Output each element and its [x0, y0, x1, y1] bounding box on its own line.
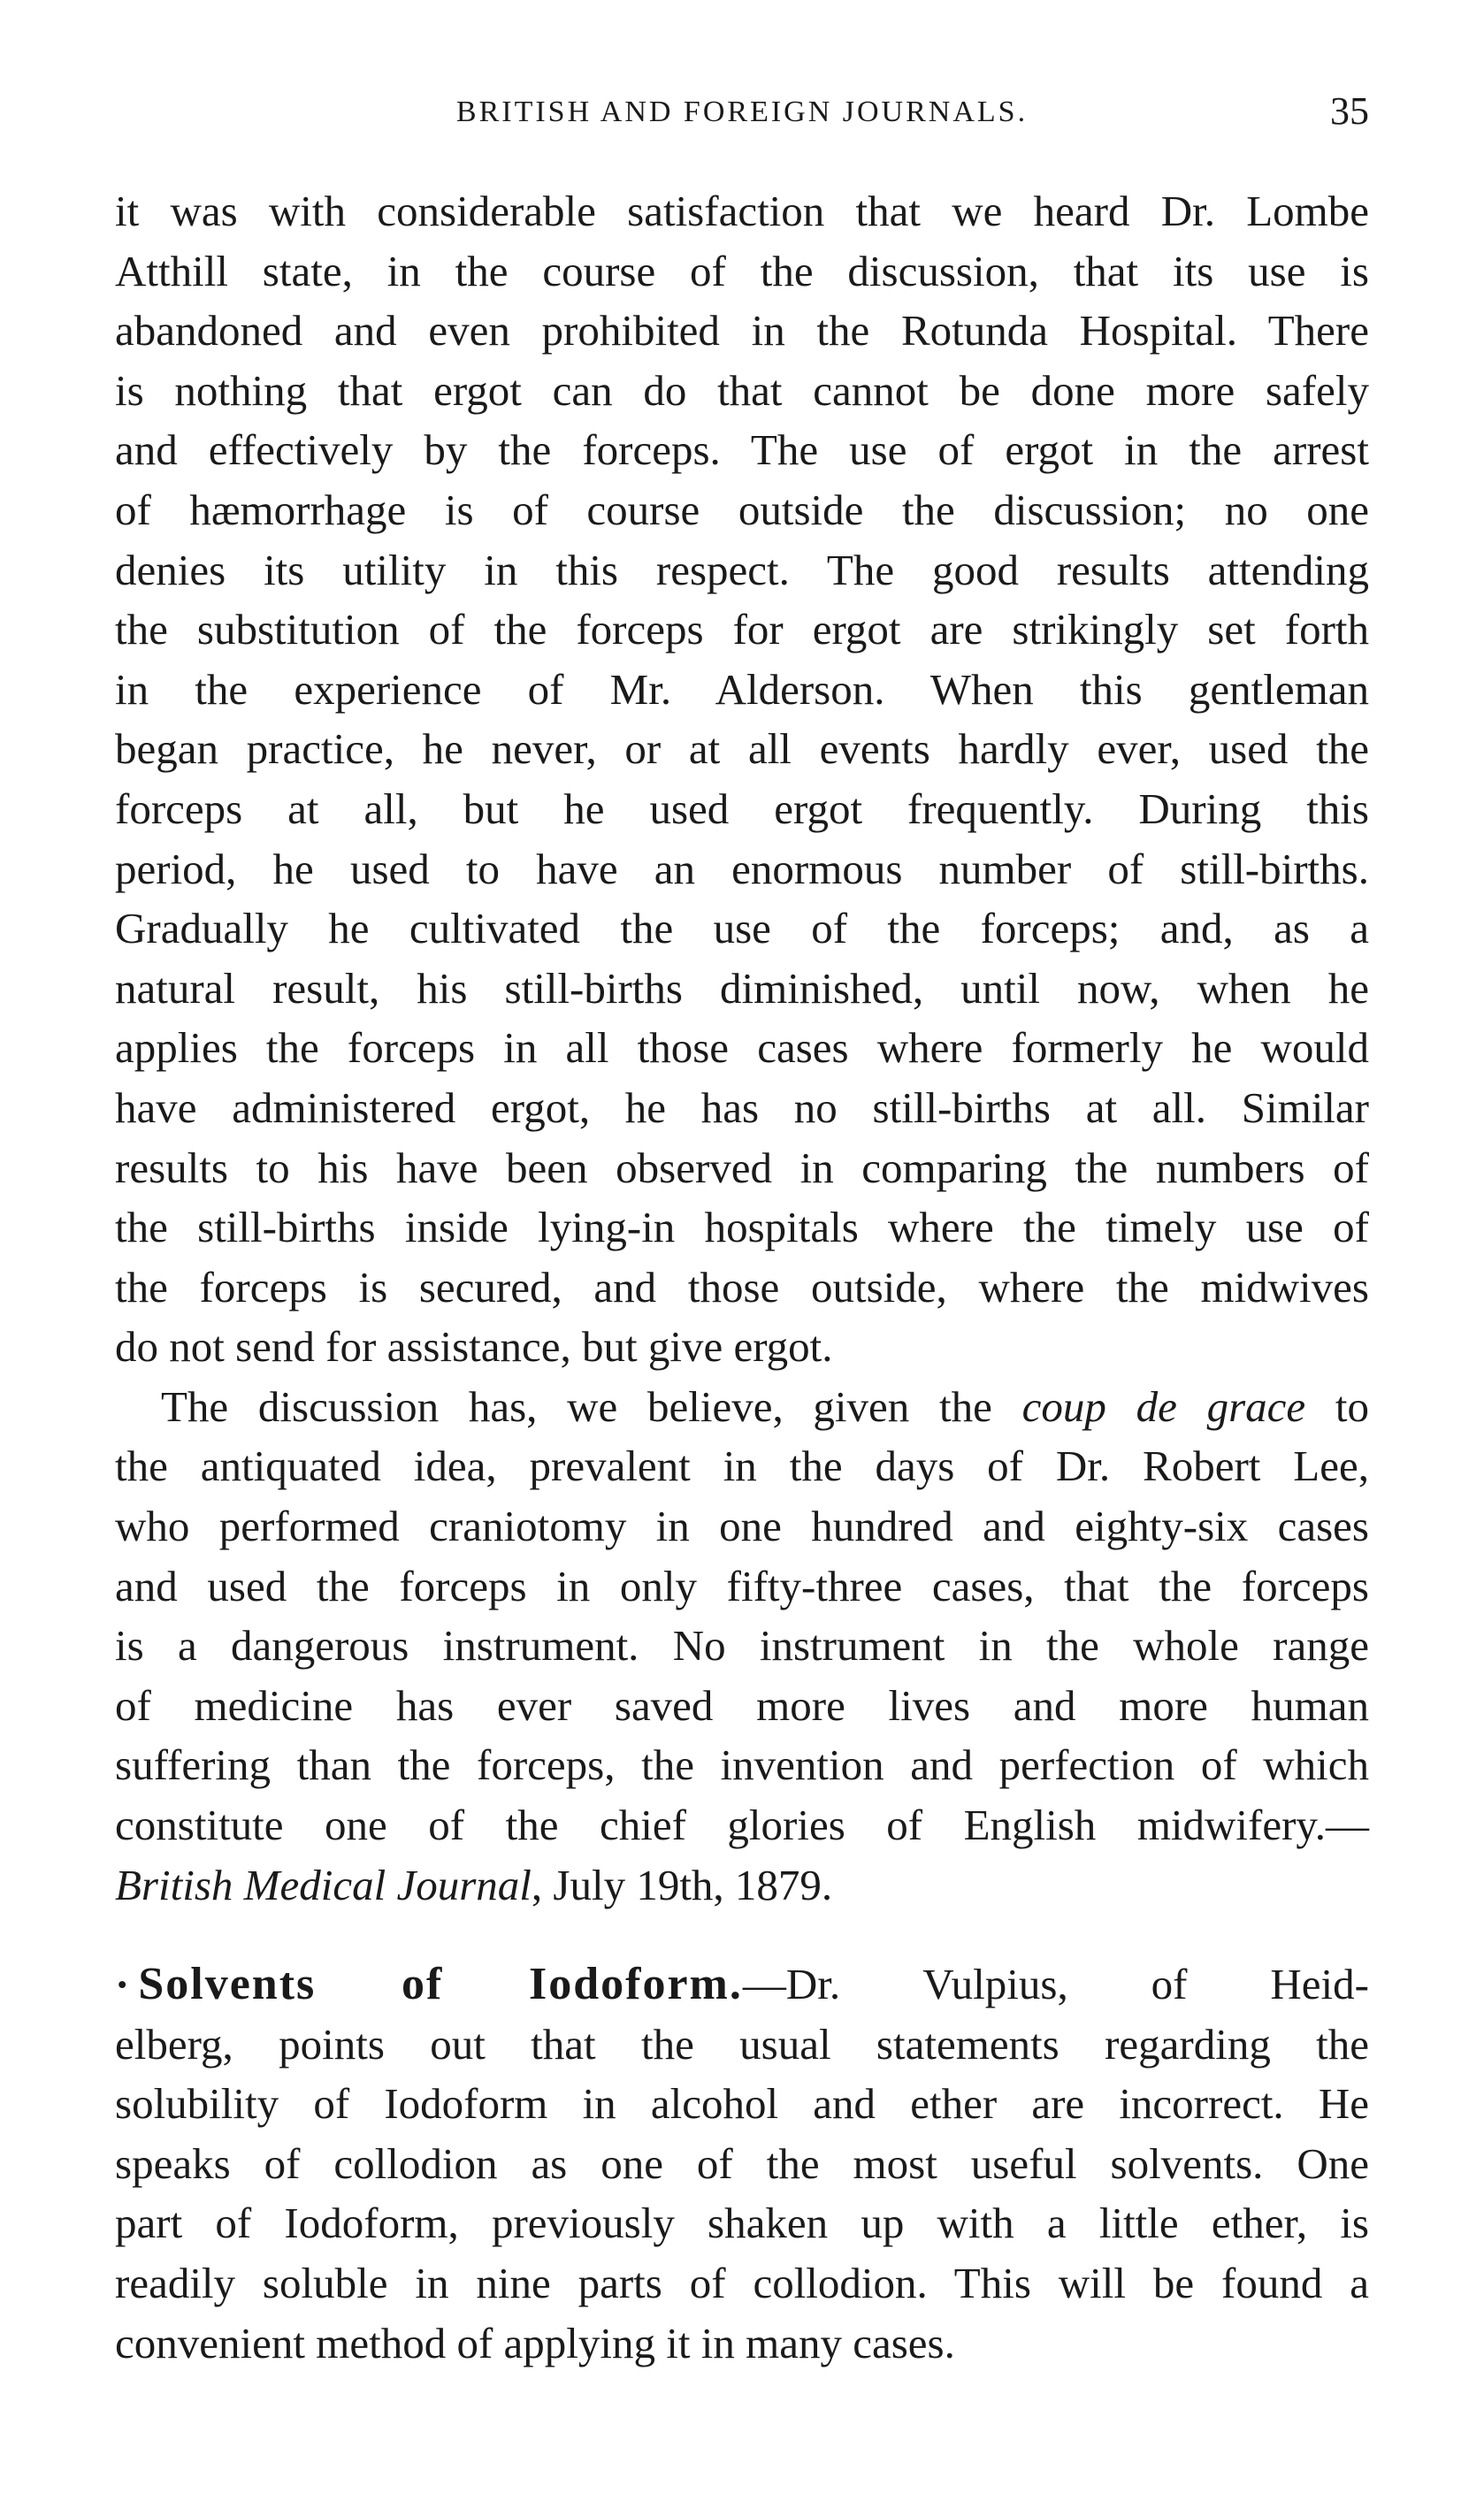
paragraph-ergot-discussion [115, 181, 1369, 1377]
text-line: the substitution of the forceps for ergot are strikingly set forth [115, 605, 1369, 654]
page-number: 35 [1330, 89, 1369, 133]
text-run: to [1305, 1381, 1369, 1431]
text-line: who performed craniotomy in one hundred and eighty-six cases [115, 1502, 1369, 1551]
text-line: speaks of collodion as one of the most useful solvents. One [115, 2138, 1369, 2188]
text-line: Atthill state, in the course of the discussion, that its use is [115, 246, 1369, 295]
text-line: began practice, he never, or at all events hardly ever, used the [115, 724, 1369, 774]
section-bullet: · [115, 1960, 130, 2008]
journal-name: British Medical Journal [115, 1860, 532, 1909]
text-line: of hæmorrhage is of course outside the discussion; no one [115, 485, 1369, 534]
italic-phrase: coup de grace [1021, 1381, 1306, 1431]
text-run: —Dr. Vulpius, of Heid- [742, 1960, 1369, 2008]
text-line: elberg, points out that the usual statements regarding the [115, 2019, 1369, 2069]
text-line [115, 1377, 1369, 1437]
text-line: is nothing that ergot can do that cannot be done more safely [115, 365, 1369, 415]
text-line: do not send for assistance, but give ergot. [115, 1322, 833, 1372]
text-line: applies the forceps in all those cases where formerly he would [115, 1023, 1369, 1073]
text-line: Gradually he cultivated the use of the forceps; and, as a [115, 904, 1369, 953]
text-line: of medicine has ever saved more lives and more human [115, 1680, 1369, 1730]
text-line: readily soluble in nine parts of collodion. This will be found a [115, 2258, 1369, 2307]
text-line: part of Iodoform, previously shaken up with a little ether, is [115, 2199, 1369, 2248]
text-line: and used the forceps in only fifty-three cases, that the forceps [115, 1561, 1369, 1610]
text-line: results to his have been observed in comparing the numbers of [115, 1143, 1369, 1192]
text-line: the still-births inside lying-in hospitals where the timely use of [115, 1203, 1369, 1252]
text-line: have administered ergot, he has no still-births at all. Similar [115, 1082, 1369, 1132]
text-line: constitute one of the chief glories of English midwifery.— [115, 1801, 1369, 1850]
text-line: in the experience of Mr. Alderson. When this gentleman [115, 664, 1369, 714]
text-line: is a dangerous instrument. No instrument in the whole range [115, 1621, 1369, 1671]
text-line: and effectively by the forceps. The use of ergot in the arrest [115, 425, 1369, 475]
running-head [115, 88, 1369, 150]
running-title: BRITISH AND FOREIGN JOURNALS. [455, 96, 1029, 128]
article-ergot-forceps [115, 181, 1369, 1915]
text-line: period, he used to have an enormous number of still-births. [115, 844, 1369, 893]
text-line: natural result, his still-births diminished, until now, when he [115, 963, 1369, 1013]
text-line: the forceps is secured, and those outside, where the midwives [115, 1262, 1369, 1312]
text-line: the antiquated idea, prevalent in the days of Dr. Robert Lee, [115, 1442, 1369, 1491]
text-line: denies its utility in this respect. The good results attending [115, 545, 1369, 594]
paragraph-coup-de-grace [115, 1377, 1369, 1915]
text-line: abandoned and even prohibited in the Rotunda Hospital. There [115, 306, 1369, 356]
text-line [115, 1954, 1369, 2015]
text-line: convenient method of applying it in many cases. [115, 2318, 955, 2367]
source-citation [115, 1855, 1369, 1916]
article-solvents-of-iodoform [115, 1954, 1369, 2373]
citation-date: , July 19th, 1879. [531, 1860, 833, 1909]
section-title: Solvents of Iodoform. [138, 1959, 743, 2009]
text-line: solubility of Iodoform in alcohol and ether are incorrect. He [115, 2079, 1369, 2129]
text-line: suffering than the forceps, the invention and perfection of which [115, 1740, 1369, 1790]
text-line: forceps at all, but he used ergot frequently. During this [115, 784, 1369, 833]
text-line: it was with considerable satisfaction that we heard Dr. Lombe [115, 187, 1369, 235]
text-run: The discussion has, we believe, given the [161, 1381, 1022, 1431]
